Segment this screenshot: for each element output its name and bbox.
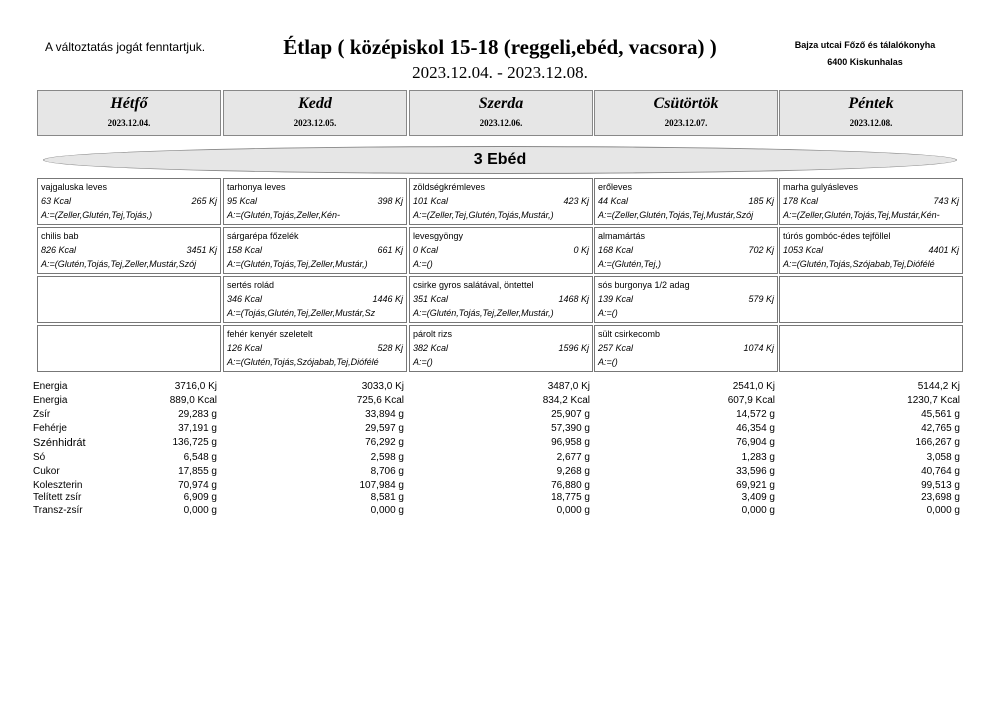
nutrient-value: 136,725 g: [172, 437, 217, 448]
nutrient-label: Koleszterin: [33, 480, 83, 491]
nutrient-label: Fehérje: [33, 423, 67, 434]
dish-kcal: 382 Kcal: [413, 343, 449, 353]
dish-kcal: 168 Kcal: [598, 245, 634, 255]
nutrient-value: 96,958 g: [551, 437, 590, 448]
disclaimer-text: A változtatás jogát fenntartjuk.: [45, 40, 206, 54]
dish-kcal: 158 Kcal: [227, 245, 263, 255]
nutrient-value: 76,292 g: [365, 437, 404, 448]
dish-name: chilis bab: [41, 231, 79, 241]
dish-name: marha gulyásleves: [783, 182, 859, 192]
nutrient-value: 29,283 g: [178, 409, 217, 420]
dish-allergens: A:=(): [598, 357, 618, 367]
nutrient-value: 0,000 g: [741, 505, 775, 516]
nutrient-label: Energia: [33, 381, 68, 392]
dish-name: sós burgonya 1/2 adag: [598, 280, 690, 290]
day-header: [594, 90, 778, 136]
dish-kj: 743 Kj: [933, 196, 959, 206]
dish-kcal: 257 Kcal: [598, 343, 634, 353]
dish-kj: 1446 Kj: [372, 294, 403, 304]
day-date: 2023.12.04.: [107, 118, 151, 128]
nutrient-value: 3033,0 Kj: [361, 381, 404, 392]
menu-item-cell: [409, 227, 593, 274]
nutrient-value: 25,907 g: [551, 409, 590, 420]
nutrient-value: 33,596 g: [736, 466, 775, 477]
dish-kj: 1468 Kj: [558, 294, 589, 304]
menu-item-cell: [594, 178, 778, 225]
day-date: 2023.12.05.: [293, 118, 337, 128]
menu-item-cell: [594, 276, 778, 323]
day-name: Csütörtök: [653, 95, 719, 112]
nutrient-value: 8,581 g: [370, 492, 404, 503]
nutrient-value: 6,909 g: [183, 492, 217, 503]
dish-name: sertés rolád: [227, 280, 275, 290]
dish-name: erőleves: [598, 182, 633, 192]
menu-period: 2023.12.04. - 2023.12.08.: [412, 63, 588, 82]
dish-allergens: A:=(Zeller,Tej,Glutén,Tojás,Mustár,): [413, 210, 554, 220]
nutrient-value: 725,6 Kcal: [356, 395, 404, 406]
nutrient-label: Só: [33, 452, 46, 463]
dish-kcal: 139 Kcal: [598, 294, 634, 304]
day-date: 2023.12.06.: [479, 118, 523, 128]
nutrient-label: Cukor: [33, 466, 60, 477]
dish-kcal: 44 Kcal: [598, 196, 629, 206]
dish-name: tarhonya leves: [227, 182, 286, 192]
dish-kj: 185 Kj: [748, 196, 774, 206]
menu-item-cell: [779, 227, 963, 274]
nutrient-value: 3487,0 Kj: [547, 381, 590, 392]
nutrient-value: 166,267 g: [915, 437, 960, 448]
nutrient-value: 889,0 Kcal: [169, 395, 217, 406]
nutrient-value: 607,9 Kcal: [727, 395, 775, 406]
menu-item-cell: [37, 178, 221, 225]
nutrient-value: 76,904 g: [736, 437, 775, 448]
kitchen-city: 6400 Kiskunhalas: [827, 57, 903, 67]
dish-kj: 398 Kj: [377, 196, 403, 206]
day-date: 2023.12.08.: [849, 118, 893, 128]
dish-name: túrós gombóc-édes tejföllel: [783, 231, 891, 241]
dish-kj: 1074 Kj: [743, 343, 774, 353]
day-header: [779, 90, 963, 136]
dish-name: sült csirkecomb: [598, 329, 661, 339]
nutrient-label: Zsír: [33, 409, 51, 420]
dish-kcal: 178 Kcal: [783, 196, 819, 206]
dish-name: levesgyöngy: [413, 231, 464, 241]
nutrient-value: 69,921 g: [736, 480, 775, 491]
empty-cell: [37, 325, 221, 372]
nutrient-value: 2541,0 Kj: [732, 381, 775, 392]
empty-cell: [37, 276, 221, 323]
nutrient-value: 5144,2 Kj: [917, 381, 960, 392]
day-name: Szerda: [478, 95, 524, 112]
dish-allergens: A:=(Glutén,Tej,): [598, 259, 661, 269]
nutrient-value: 17,855 g: [178, 466, 217, 477]
menu-item-cell: [223, 227, 407, 274]
nutrient-value: 33,894 g: [365, 409, 404, 420]
nutrient-value: 37,191 g: [178, 423, 217, 434]
nutrient-label: Energia: [33, 395, 68, 406]
nutrient-value: 3,409 g: [741, 492, 775, 503]
dish-name: vajgaluska leves: [41, 182, 108, 192]
dish-name: párolt rizs: [413, 329, 453, 339]
nutrient-value: 107,984 g: [359, 480, 404, 491]
dish-kj: 579 Kj: [748, 294, 774, 304]
dish-allergens: A:=(): [413, 259, 433, 269]
dish-kcal: 346 Kcal: [227, 294, 263, 304]
day-header: [223, 90, 407, 136]
dish-allergens: A:=(): [598, 308, 618, 318]
nutrient-value: 2,598 g: [370, 452, 404, 463]
menu-item-cell: [594, 325, 778, 372]
dish-allergens: A:=(Glutén,Tojás,Szójabab,Tej,Diófélé: [227, 357, 379, 367]
meal-section-title: 3 Ebéd: [43, 146, 957, 174]
dish-kcal: 0 Kcal: [413, 245, 439, 255]
dish-name: almamártás: [598, 231, 646, 241]
empty-cell: [779, 276, 963, 323]
nutrient-value: 14,572 g: [736, 409, 775, 420]
nutrient-value: 9,268 g: [556, 466, 590, 477]
nutrient-value: 834,2 Kcal: [542, 395, 590, 406]
nutrient-value: 0,000 g: [926, 505, 960, 516]
dish-kj: 423 Kj: [563, 196, 589, 206]
menu-item-cell: [223, 178, 407, 225]
dish-allergens: A:=(Glutén,Tojás,Tej,Zeller,Mustár,Szój: [41, 259, 197, 269]
nutrient-value: 29,597 g: [365, 423, 404, 434]
nutrient-value: 46,354 g: [736, 423, 775, 434]
dish-kcal: 95 Kcal: [227, 196, 258, 206]
nutrient-value: 3716,0 Kj: [174, 381, 217, 392]
nutrient-value: 2,677 g: [556, 452, 590, 463]
dish-kj: 528 Kj: [377, 343, 403, 353]
dish-kj: 661 Kj: [377, 245, 403, 255]
menu-title: Étlap ( középiskol 15-18 (reggeli,ebéd, vacsora) ): [283, 35, 717, 59]
dish-name: csirke gyros salátával, öntettel: [413, 280, 534, 290]
nutrient-value: 0,000 g: [556, 505, 590, 516]
dish-kj: 265 Kj: [191, 196, 217, 206]
nutrient-value: 3,058 g: [926, 452, 960, 463]
nutrient-label: Szénhidrát: [33, 437, 86, 449]
dish-kj: 3451 Kj: [186, 245, 217, 255]
menu-item-cell: [594, 227, 778, 274]
dish-kcal: 101 Kcal: [413, 196, 449, 206]
nutrient-value: 99,513 g: [921, 480, 960, 491]
menu-item-cell: [223, 276, 407, 323]
dish-allergens: A:=(Zeller,Glutén,Tojás,Tej,Mustár,Kén-: [783, 210, 940, 220]
menu-item-cell: [409, 276, 593, 323]
dish-kj: 4401 Kj: [928, 245, 959, 255]
dish-kcal: 63 Kcal: [41, 196, 72, 206]
nutrient-value: 45,561 g: [921, 409, 960, 420]
nutrient-value: 1230,7 Kcal: [907, 395, 960, 406]
dish-kcal: 126 Kcal: [227, 343, 263, 353]
nutrient-value: 18,775 g: [551, 492, 590, 503]
nutrient-value: 6,548 g: [183, 452, 217, 463]
nutrient-label: Telített zsír: [33, 492, 82, 503]
nutrient-value: 57,390 g: [551, 423, 590, 434]
dish-kcal: 351 Kcal: [413, 294, 449, 304]
kitchen-info: [770, 37, 960, 71]
dish-allergens: A:=(Zeller,Glutén,Tojás,Tej,Mustár,Szój: [598, 210, 754, 220]
dish-kj: 702 Kj: [748, 245, 774, 255]
day-name: Kedd: [298, 95, 332, 112]
dish-kcal: 826 Kcal: [41, 245, 77, 255]
nutrient-value: 42,765 g: [921, 423, 960, 434]
nutrient-value: 0,000 g: [183, 505, 217, 516]
day-name: Péntek: [848, 95, 894, 112]
menu-item-cell: [223, 325, 407, 372]
dish-kj: 1596 Kj: [558, 343, 589, 353]
nutrient-value: 76,880 g: [551, 480, 590, 491]
day-name: Hétfő: [110, 95, 148, 112]
nutrient-value: 8,706 g: [370, 466, 404, 477]
dish-name: sárgarépa főzelék: [227, 231, 299, 241]
menu-item-cell: [37, 227, 221, 274]
dish-allergens: A:=(Zeller,Glutén,Tej,Tojás,): [41, 210, 153, 220]
dish-allergens: A:=(Glutén,Tojás,Szójabab,Tej,Diófélé: [783, 259, 935, 269]
day-date: 2023.12.07.: [664, 118, 708, 128]
nutrient-value: 23,698 g: [921, 492, 960, 503]
dish-allergens: A:=(Glutén,Tojás,Zeller,Kén-: [227, 210, 340, 220]
menu-item-cell: [779, 178, 963, 225]
nutrient-label: Transz-zsír: [33, 505, 83, 516]
nutrient-value: 40,764 g: [921, 466, 960, 477]
kitchen-name: Bajza utcai Főző és tálalókonyha: [794, 40, 936, 50]
dish-allergens: A:=(Glutén,Tojás,Tej,Zeller,Mustár,): [413, 308, 554, 318]
dish-allergens: A:=(): [413, 357, 433, 367]
menu-item-cell: [409, 178, 593, 225]
dish-kcal: 1053 Kcal: [783, 245, 824, 255]
nutrient-value: 1,283 g: [741, 452, 775, 463]
menu-item-cell: [409, 325, 593, 372]
dish-kj: 0 Kj: [573, 245, 589, 255]
empty-cell: [779, 325, 963, 372]
dish-name: fehér kenyér szeletelt: [227, 329, 313, 339]
nutrient-value: 0,000 g: [370, 505, 404, 516]
dish-allergens: A:=(Glutén,Tojás,Tej,Zeller,Mustár,): [227, 259, 368, 269]
day-header: [37, 90, 221, 136]
dish-name: zöldségkrémleves: [413, 182, 486, 192]
day-header: [409, 90, 593, 136]
nutrient-value: 70,974 g: [178, 480, 217, 491]
dish-allergens: A:=(Tojás,Glutén,Tej,Zeller,Mustár,Sz: [227, 308, 376, 318]
